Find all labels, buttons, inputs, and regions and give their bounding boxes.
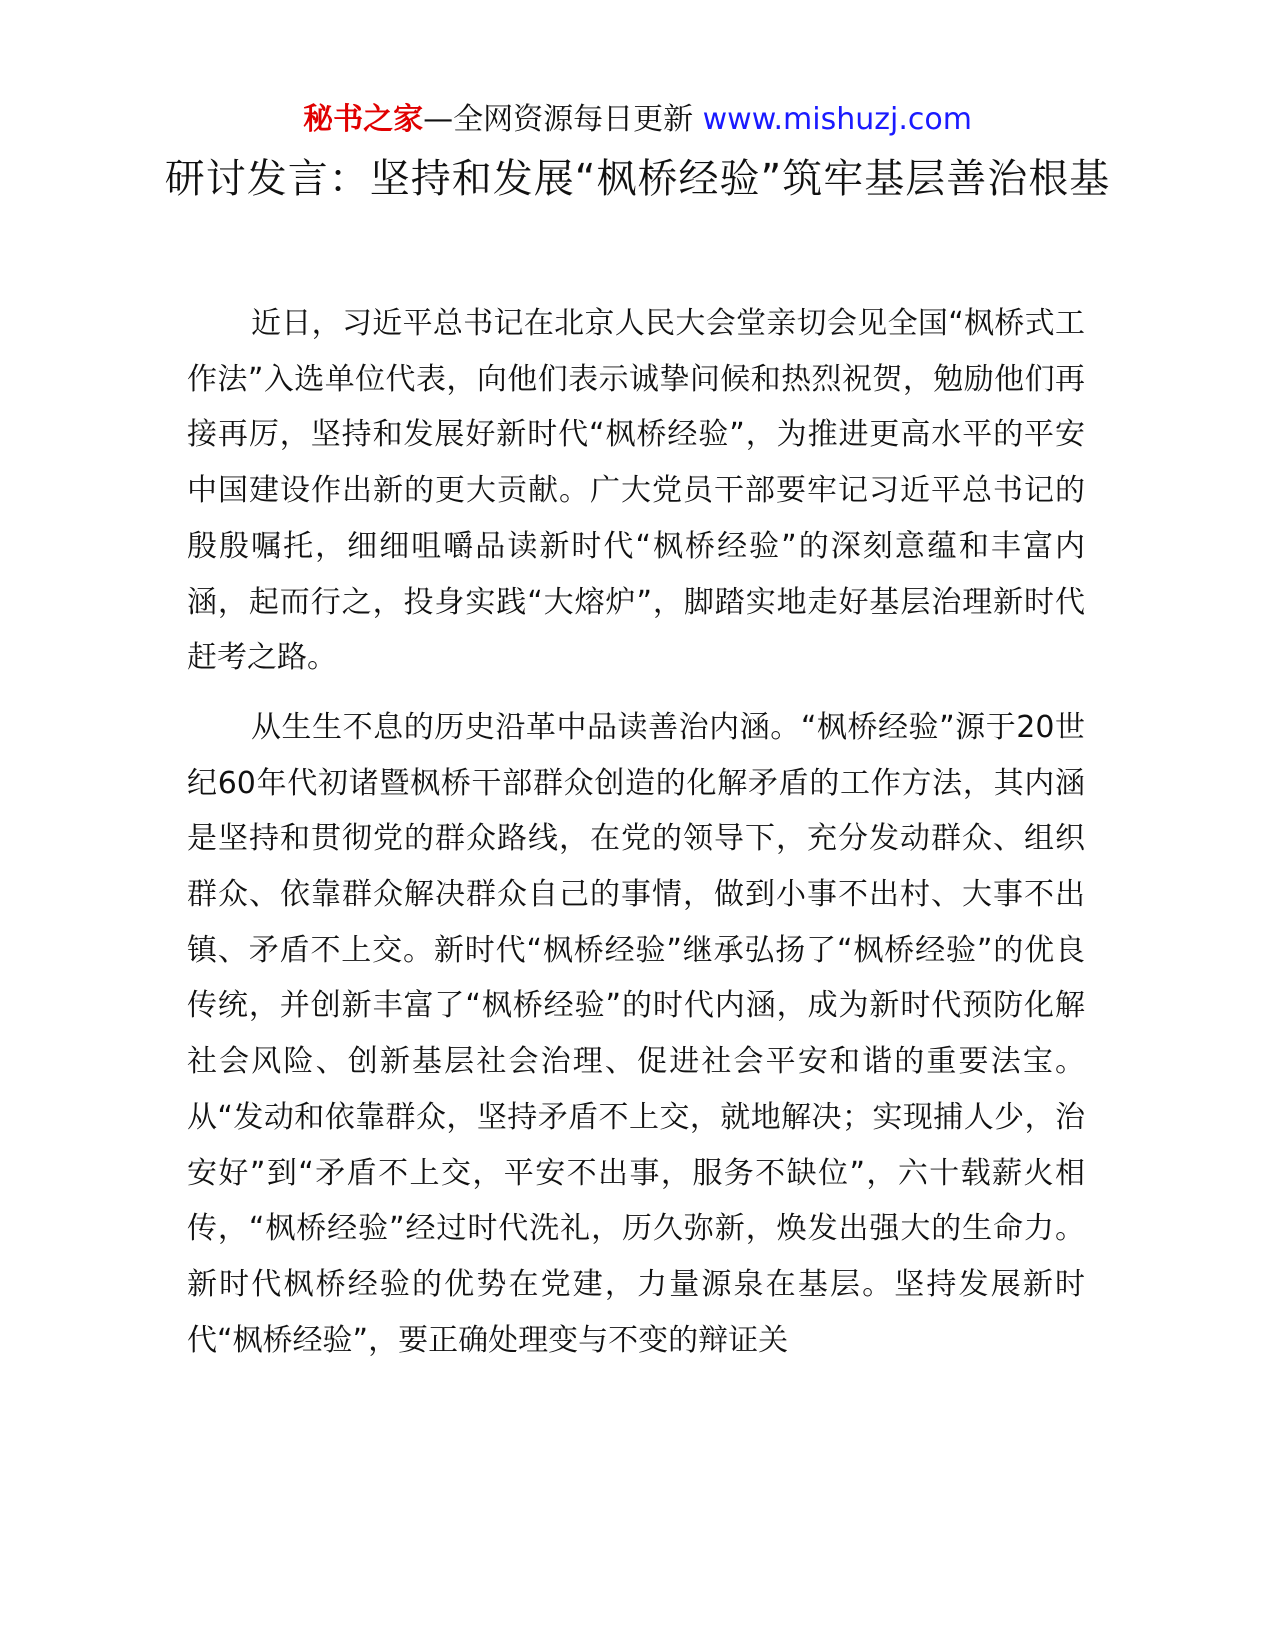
document-title: 研讨发言：坚持和发展“枫桥经验”筑牢基层善治根基 xyxy=(164,156,1111,202)
header-tagline: —全网资源每日更新 xyxy=(423,102,703,137)
document-body xyxy=(187,296,1085,1378)
brand-name: 秘书之家 xyxy=(303,102,424,137)
site-header xyxy=(0,100,1275,140)
site-url-link[interactable]: www.mishuzj.com xyxy=(702,102,972,137)
paragraph-1: 近日，习近平总书记在北京人民大会堂亲切会见全国“枫桥式工作法”入选单位代表，向他们表示诚挚问候和热烈祝贺，勉励他们再接再厉，坚持和发展好新时代“枫桥经验”，为推进更高水平的平安中国建设作出新的更大贡献。广大党员干部要牢记习近平总书记的殷殷嘱托，细细咀嚼品读新时代“枫桥经验”的深刻意蕴和丰富内涵，起而行之，投身实践“大熔炉”，脚踏实地走好基层治理新时代赶考之路。 xyxy=(187,306,1085,676)
paragraph-2: 从生生不息的历史沿革中品读善治内涵。“枫桥经验”源于20世纪60年代初诸暨枫桥干部群众创造的化解矛盾的工作方法，其内涵是坚持和贯彻党的群众路线，在党的领导下，充分发动群众、组织群众、依靠群众解决群众自己的事情，做到小事不出村、大事不出镇、矛盾不上交。新时代“枫桥经验”继承弘扬了“枫桥经验”的优良传统，并创新丰富了“枫桥经验”的时代内涵，成为新时代预防化解社会风险、创新基层社会治理、促进社会平安和谐的重要法宝。从“发动和依靠群众，坚持矛盾不上交，就地解决；实现捕人少，治安好”到“矛盾不上交，平安不出事，服务不缺位”，六十载薪火相传，“枫桥经验”经过时代洗礼，历久弥新，焕发出强大的生命力。新时代枫桥经验的优势在党建，力量源泉在基层。坚持发展新时代“枫桥经验”，要正确处理变与不变的辩证关 xyxy=(187,709,1085,1358)
